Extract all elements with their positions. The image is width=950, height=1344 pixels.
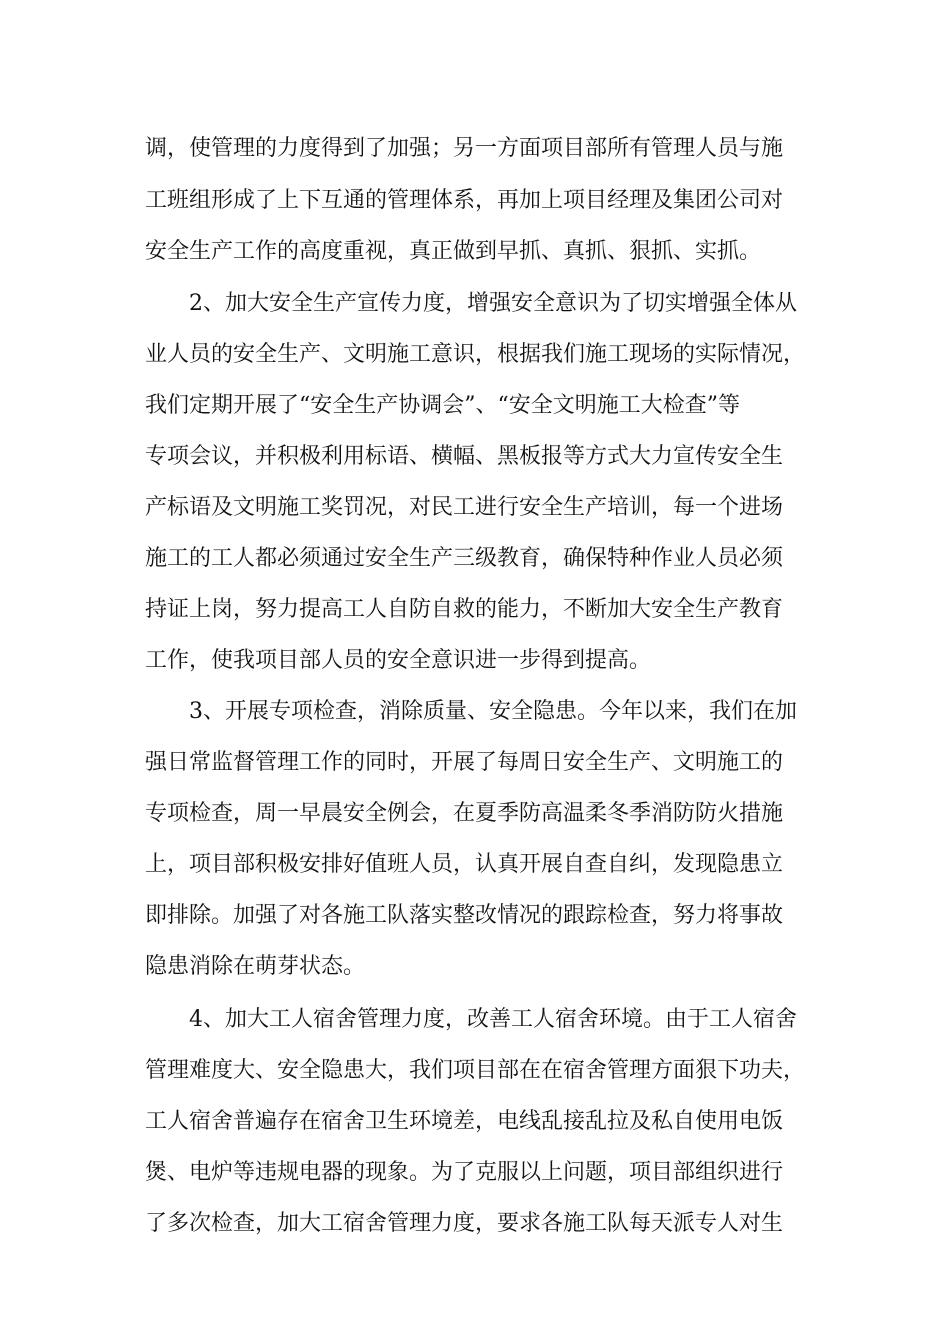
- text-line: 业人员的安全生产、文明施工意识，根据我们施工现场的实际情况，: [145, 342, 806, 367]
- text-line: 专项检查，周一早晨安全例会，在夏季防高温柔冬季消防防火措施: [145, 801, 784, 826]
- text-line: 工作，使我项目部人员的安全意识进一步得到提高。: [145, 648, 652, 673]
- text-line: 上，项目部积极安排好值班人员，认真开展自查自纠，发现隐患立: [145, 852, 784, 877]
- text-line: 即排除。加强了对各施工队落实整改情况的跟踪检查，努力将事故: [145, 903, 784, 928]
- text-line: 安全生产工作的高度重视，真正做到早抓、真抓、狠抓、实抓。: [145, 239, 762, 264]
- text-line: 工人宿舍普遍存在宿舍卫生环境差，电线乱接乱拉及私自使用电饭: [145, 1109, 784, 1134]
- text-line: 工班组形成了上下互通的管理体系，再加上项目经理及集团公司对: [145, 188, 784, 213]
- paragraph-first-line: 2、加大安全生产宣传力度，增强安全意识为了切实增强全体从: [189, 291, 797, 316]
- text-line: 了多次检查，加大工宿舍管理力度，要求各施工队每天派专人对生: [145, 1211, 784, 1236]
- text-line: 施工的工人都必须通过安全生产三级教育，确保特种作业人员必须: [145, 546, 784, 571]
- text-line: 强日常监督管理工作的同时，开展了每周日安全生产、文明施工的: [145, 750, 784, 775]
- text-line: 煲、电炉等违规电器的现象。为了克服以上问题，项目部组织进行: [145, 1160, 784, 1185]
- text-line: 管理难度大、安全隐患大，我们项目部在在宿舍管理方面狠下功夫，: [145, 1058, 806, 1083]
- text-line: 持证上岗，努力提高工人自防自救的能力，不断加大安全生产教育: [145, 597, 784, 622]
- text-line: 专项会议，并积极利用标语、横幅、黑板报等方式大力宣传安全生: [145, 444, 784, 469]
- text-line: 我们定期开展了“安全生产协调会”、“安全文明施工大检查”等: [145, 393, 740, 418]
- paragraph-first-line: 4、加大工人宿舍管理力度，改善工人宿舍环境。由于工人宿舍: [189, 1007, 797, 1032]
- text-line: 调，使管理的力度得到了加强；另一方面项目部所有管理人员与施: [145, 136, 784, 161]
- text-line: 产标语及文明施工奖罚况，对民工进行安全生产培训，每一个进场: [145, 495, 784, 520]
- text-line: 隐患消除在萌芽状态。: [145, 954, 366, 979]
- paragraph-first-line: 3、开展专项检查，消除质量、安全隐患。今年以来，我们在加: [189, 699, 797, 724]
